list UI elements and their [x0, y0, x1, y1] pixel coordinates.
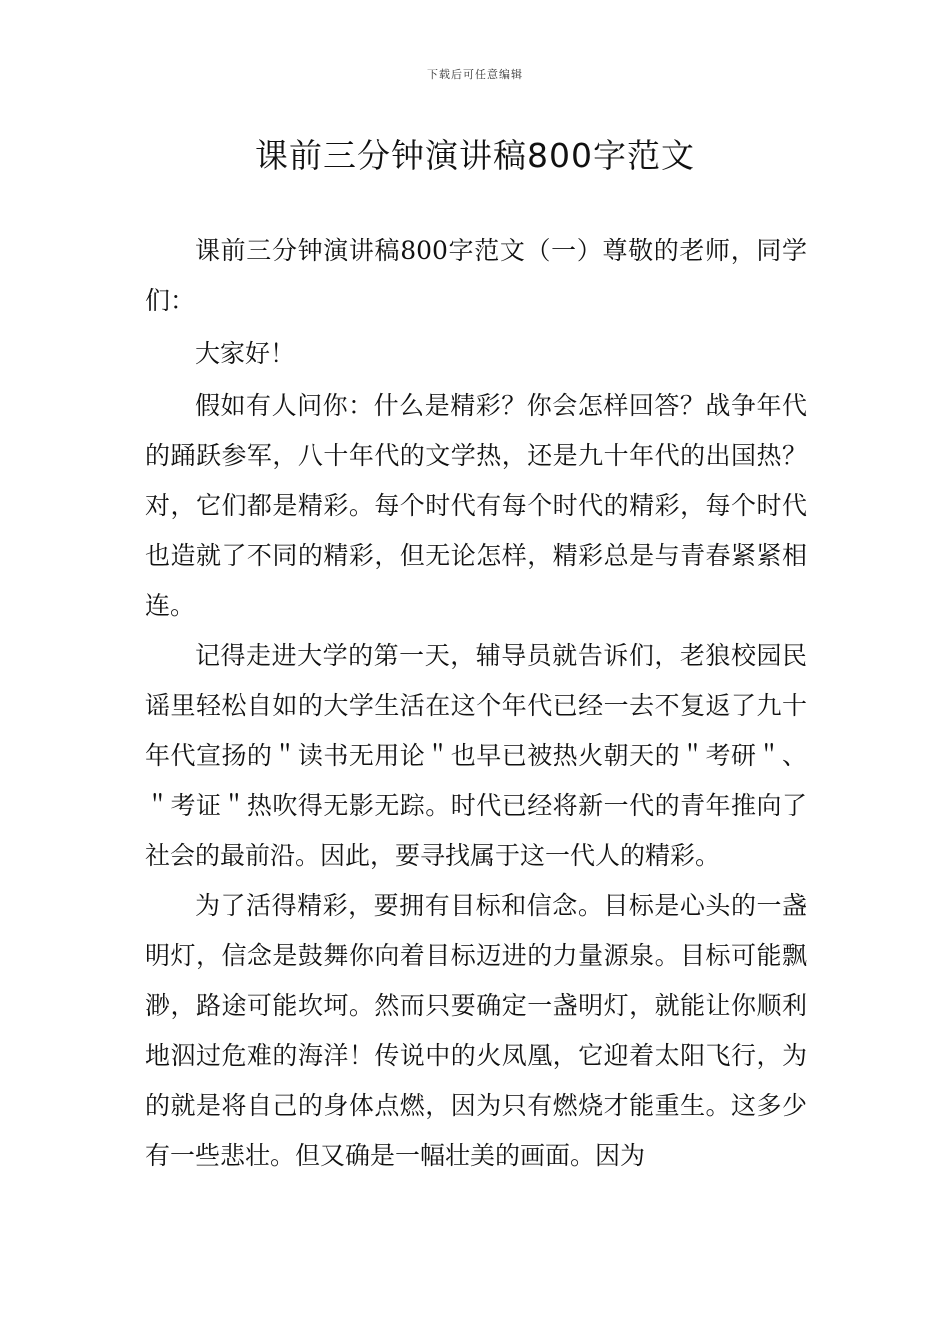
- paragraph-body-2: 记得走进大学的第一天，辅导员就告诉们，老狼校园民谣里轻松自如的大学生活在这个年代已经一去不复返了九十年代宣扬的＂读书无用论＂也早已被热火朝天的＂考研＂、＂考证＂热吹得无影无踪。时代已经将新一代的青年推向了社会的最前沿。因此，要寻找属于这一代人的精彩。: [145, 641, 807, 870]
- paragraph-body-1: 假如有人问你：什么是精彩？你会怎样回答？战争年代的踊跃参军，八十年代的文学热，还是九十年代的出国热？对，它们都是精彩。每个时代有每个时代的精彩，每个时代也造就了不同的精彩，但无论怎样，精彩总是与青春紧紧相连。: [145, 391, 807, 620]
- paragraph-intro: 课前三分钟演讲稿800字范文（一）尊敬的老师，同学们：: [145, 236, 807, 315]
- header-note: 下载后可任意编辑: [427, 68, 523, 81]
- paragraph-body-3: 为了活得精彩，要拥有目标和信念。目标是心头的一盏明灯，信念是鼓舞你向着目标迈进的力量源泉。目标可能飘渺，路途可能坎坷。然而只要确定一盏明灯，就能让你顺利地泅过危难的海洋！传说中的火凤凰，它迎着太阳飞行，为的就是将自己的身体点燃，因为只有燃烧才能重生。这多少有一些悲壮。但又确是一幅壮美的画面。因为: [145, 891, 807, 1170]
- document-body: [145, 226, 807, 1181]
- paragraph-greeting: 大家好！: [195, 339, 296, 368]
- document-title: 课前三分钟演讲稿800字范文: [255, 136, 695, 175]
